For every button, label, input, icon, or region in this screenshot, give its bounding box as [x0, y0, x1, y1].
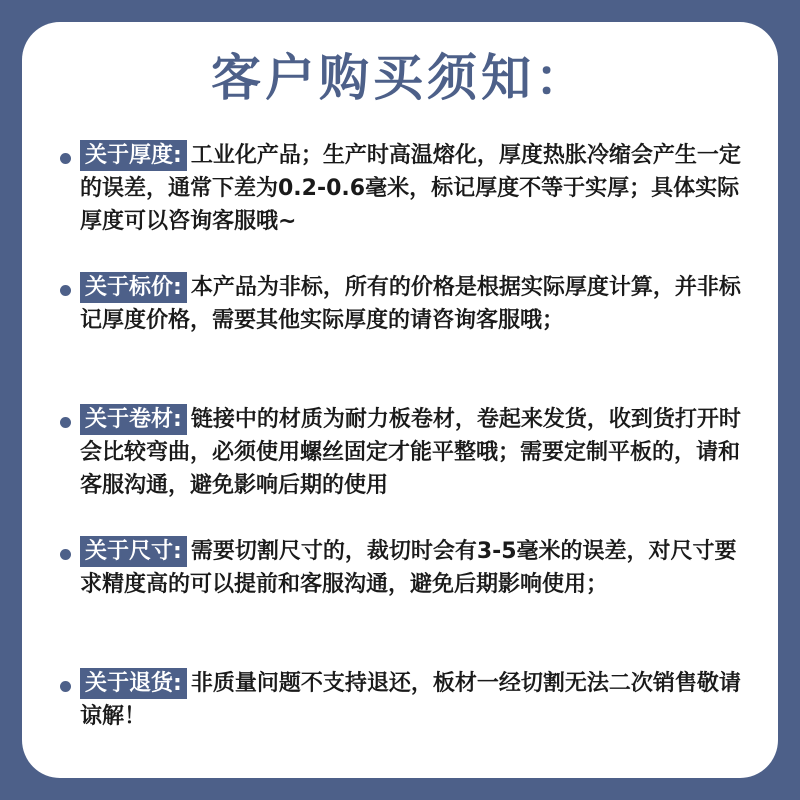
- notice-body: 需要切割尺寸的，裁切时会有3-5毫米的误差，对尺寸要求精度高的可以提前和客服沟通，避免后期影响使用；: [80, 539, 737, 597]
- notice-item-roll: [60, 403, 744, 502]
- notice-label: 关于尺寸:: [80, 536, 187, 567]
- notice-body: 本产品为非标，所有的价格是根据实际厚度计算，并非标记厚度价格，需要其他实际厚度的请咨询客服哦；: [80, 275, 741, 333]
- notice-label: 关于厚度:: [80, 140, 187, 171]
- notice-text: [80, 667, 744, 733]
- notice-label: 关于标价:: [80, 272, 187, 303]
- notice-label: 关于退货:: [80, 668, 187, 699]
- bullet-icon: [60, 285, 71, 296]
- notice-item-size: [60, 535, 744, 601]
- page-title: 客户购买须知：: [211, 49, 589, 107]
- notice-text: [80, 403, 744, 502]
- notice-body: 链接中的材质为耐力板卷材，卷起来发货，收到货打开时会比较弯曲，必须使用螺丝固定才能平整哦；需要定制平板的，请和客服沟通，避免影响后期的使用: [80, 407, 741, 498]
- notice-body: 工业化产品；生产时高温熔化，厚度热胀冷缩会产生一定的误差，通常下差为0.2-0.6毫米，标记厚度不等于实厚；具体实际厚度可以咨询客服哦~: [80, 143, 741, 234]
- notice-text: [80, 139, 744, 238]
- notice-item-price: [60, 271, 744, 337]
- notice-body: 非质量问题不支持退还，板材一经切割无法二次销售敬请谅解！: [80, 671, 741, 729]
- bullet-icon: [60, 417, 71, 428]
- notice-text: [80, 535, 744, 601]
- bullet-icon: [60, 681, 71, 692]
- notice-label: 关于卷材:: [80, 404, 187, 435]
- notice-item-thickness: [60, 139, 744, 238]
- bullet-icon: [60, 153, 71, 164]
- bullet-icon: [60, 549, 71, 560]
- notice-item-return: [60, 667, 744, 733]
- notice-text: [80, 271, 744, 337]
